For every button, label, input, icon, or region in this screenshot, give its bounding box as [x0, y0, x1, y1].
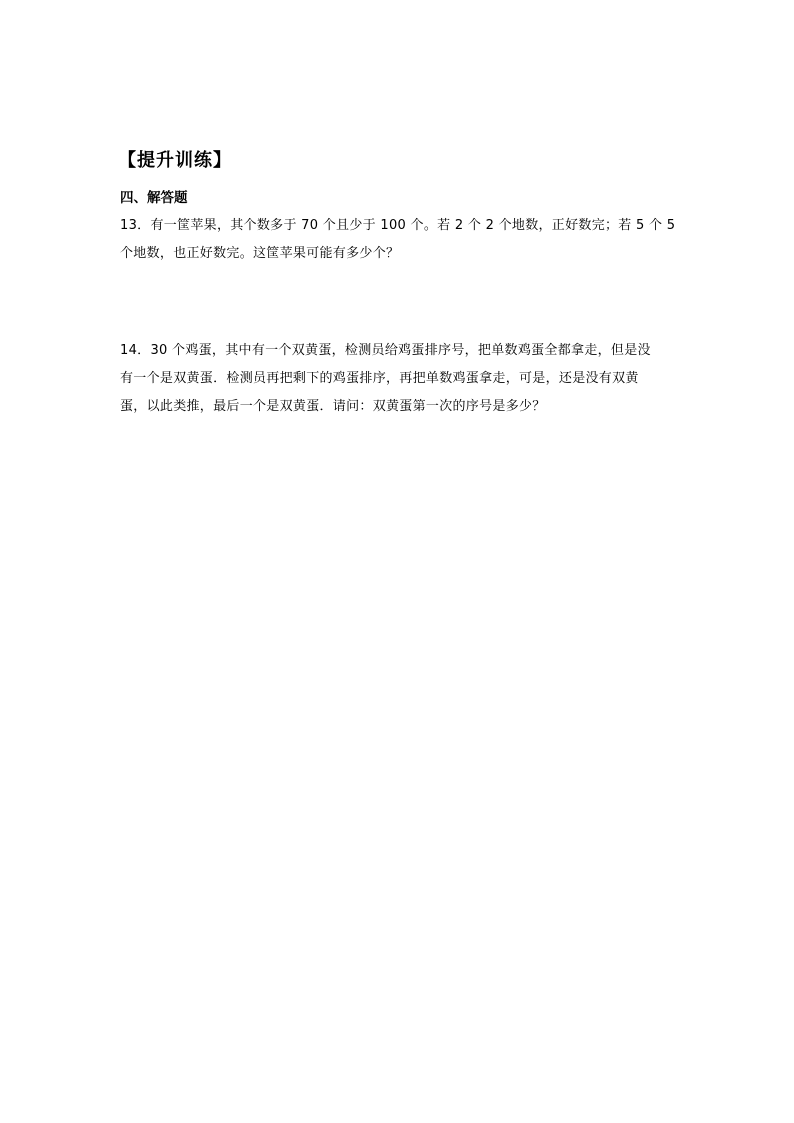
section-title: 【提升训练】	[118, 150, 232, 171]
question-14-line-2: 有一个是双黄蛋．检测员再把剩下的鸡蛋排序，再把单数鸡蛋拿走，可是，还是没有双黄	[120, 371, 639, 386]
question-14-line-3: 蛋，以此类推，最后一个是双黄蛋．请问：双黄蛋第一次的序号是多少？	[120, 399, 546, 414]
question-14	[120, 337, 680, 421]
part-title: 四、解答题	[120, 190, 188, 206]
question-14-line-1: 14．30 个鸡蛋，其中有一个双黄蛋，检测员给鸡蛋排序号，把单数鸡蛋全都拿走，但是没	[120, 343, 651, 358]
question-13	[120, 212, 680, 268]
question-13-line-1: 13．有一筐苹果，其个数多于 70 个且少于 100 个。若 2 个 2 个地数，正好数完；若 5 个 5	[120, 218, 676, 233]
question-13-line-2: 个地数，也正好数完。这筐苹果可能有多少个？	[120, 246, 400, 261]
